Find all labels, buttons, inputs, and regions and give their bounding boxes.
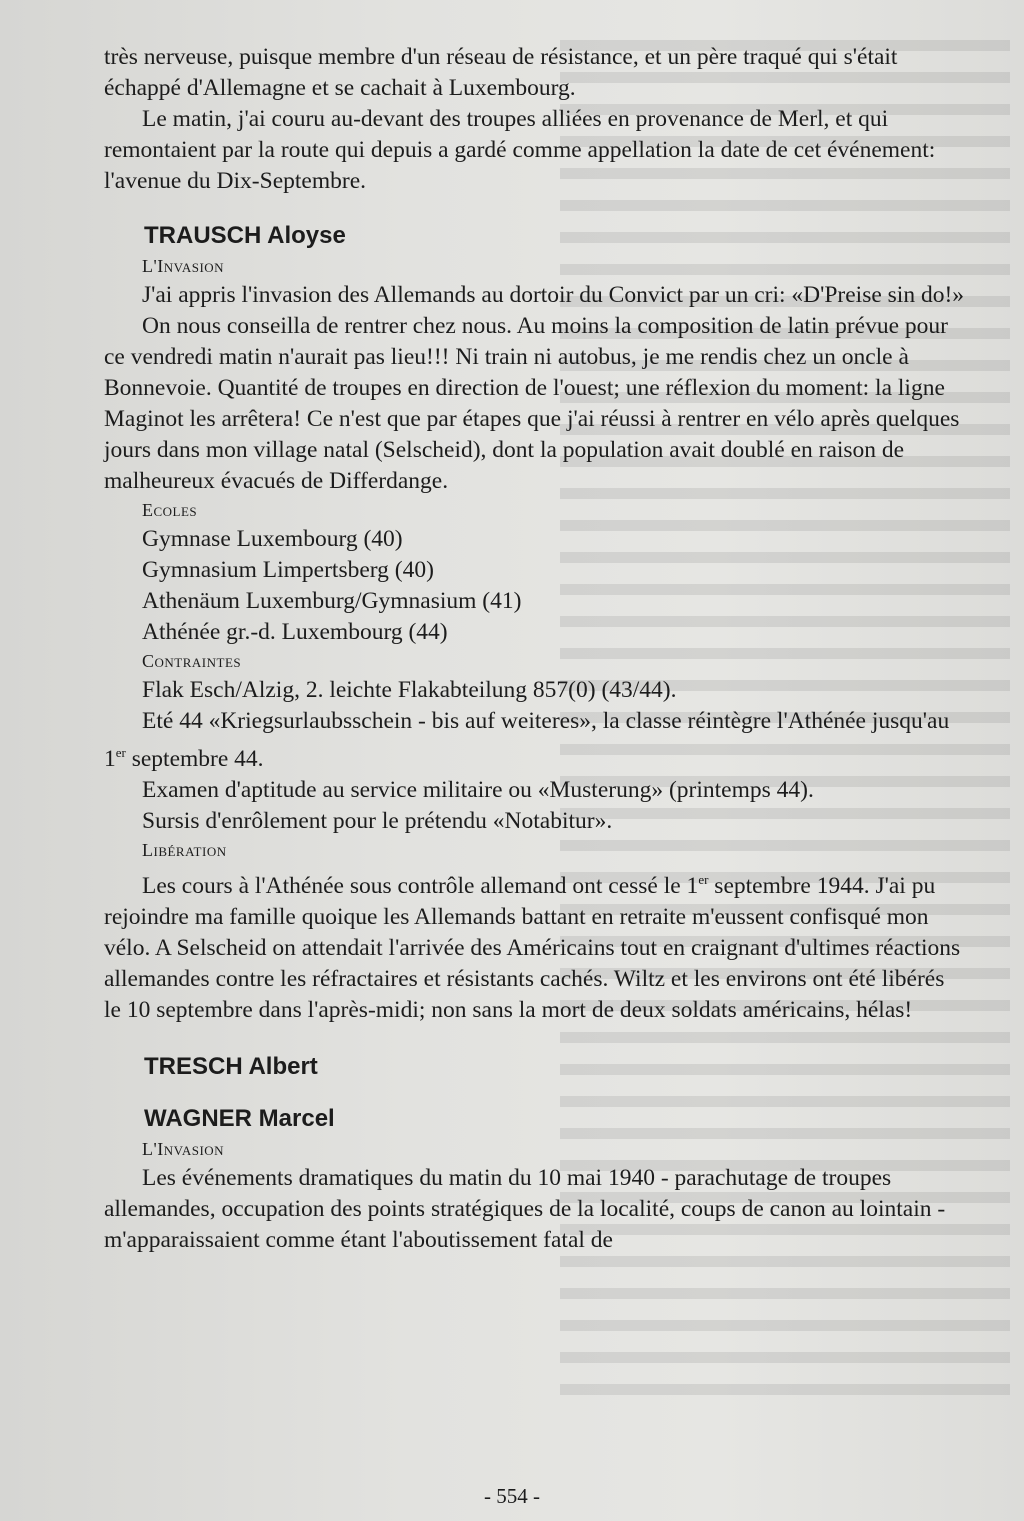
section-label: Contraintes <box>142 651 242 671</box>
list-item: Athenäum Luxemburg/Gymnasium (41) <box>142 588 522 614</box>
paragraph: Les événements dramatiques du matin du 10 mai 1940 - parachutage de troupes allemandes, occupation des points stratégiques de la localité, coups de canon au lointain - m'apparaissaient comme étant l'aboutissement fatal de <box>104 1164 946 1253</box>
section-label: Libération <box>142 839 227 860</box>
list-item: Examen d'aptitude au service militaire ou «Musterung» (printemps 44). <box>142 776 814 803</box>
page-number: - 554 - <box>484 1484 540 1508</box>
text-run: septembre 44. <box>125 745 264 772</box>
list-item: Sursis d'enrôlement pour le prétendu «Notabitur». <box>142 807 613 834</box>
paragraph: J'ai appris l'invasion des Allemands au dortoir du Convict par un cri: «D'Preise sin do!» <box>142 282 965 308</box>
paragraph <box>104 864 966 1026</box>
list-item: Gymnasium Limpertsberg (40) <box>142 557 434 583</box>
entry-name: WAGNER Marcel <box>144 1104 335 1132</box>
superscript: er <box>115 745 126 760</box>
list-item <box>104 706 966 775</box>
section-label: L'Invasion <box>142 256 225 276</box>
text-column <box>104 42 966 1256</box>
text-run: septembre 1944. J'ai pu rejoindre ma famille quoique les Allemands battant en retraite m'eussent confisqué mon vélo. A Selscheid on attendait l'arrivée des Américains tout en craignant d'ultimes réactions allemandes contre les réfractaires et résistants cachés. Wiltz et les environs ont été libérés le 10 septembre dans l'après-midi; non sans la mort de deux soldats américains, hélas! <box>104 872 961 1023</box>
list-item: Athénée gr.-d. Luxembourg (44) <box>142 619 448 645</box>
entry-name: TRESCH Albert <box>144 1052 318 1080</box>
section-label: L'Invasion <box>142 1138 225 1159</box>
entry-name: TRAUSCH Aloyse <box>144 222 346 249</box>
superscript: er <box>698 871 709 887</box>
list-item: Flak Esch/Alzig, 2. leichte Flakabteilung 857(0) (43/44). <box>142 677 677 703</box>
intro-paragraph: Le matin, j'ai couru au-devant des troupes alliées en provenance de Merl, et qui remontaient par la route qui depuis a gardé comme appellation la date de cet événement: l'avenue du Dix-Septembre. <box>104 106 936 194</box>
intro-paragraph: très nerveuse, puisque membre d'un réseau de résistance, et un père traqué qui s'était échappé d'Allemagne et se cachait à Luxembourg. <box>104 44 898 101</box>
paragraph: On nous conseilla de rentrer chez nous. Au moins la composition de latin prévue pour ce vendredi matin n'aurait pas lieu!!! Ni train ni autobus, je me rendis chez un oncle à Bonnevoie. Quantité de troupes en direction de l'ouest; une réflexion du moment: la ligne Maginot les arrêtera! Ce n'est que par étapes que j'ai réussi à rentrer en vélo après quelques jours dans mon village natal (Selscheid), dont la population avait doublé en raison de malheureux évacués de Differdange. <box>104 313 960 494</box>
section-label: Ecoles <box>142 500 198 520</box>
text-run: Eté 44 «Kriegsurlaubsschein - bis auf weiteres», la classe réintègre l'Athénée jusqu'au 1 <box>104 708 950 772</box>
text-run: Les cours à l'Athénée sous contrôle allemand ont cessé le 1 <box>142 872 699 899</box>
list-item: Gymnase Luxembourg (40) <box>142 526 403 552</box>
